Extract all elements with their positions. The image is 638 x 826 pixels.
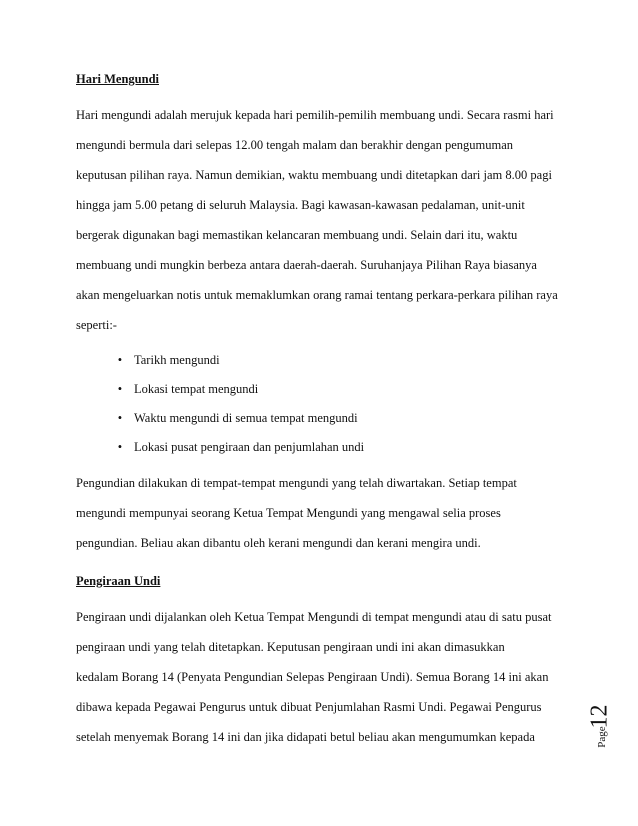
paragraph-line: membuang undi mungkin berbeza antara daerah-daerah. Suruhanjaya Pilihan Raya biasanya xyxy=(76,258,537,272)
paragraph-line: mengundi bermula dari selepas 12.00 tengah malam dan berakhir dengan pengumuman xyxy=(76,138,514,152)
bullet-icon: • xyxy=(117,353,123,367)
paragraph-line: hingga jam 5.00 petang di seluruh Malaysia. Bagi kawasan-kawasan pedalaman, unit-unit xyxy=(76,198,525,212)
paragraph-line: seperti:- xyxy=(76,318,117,332)
list-item xyxy=(76,433,576,462)
paragraph-line: mengundi mempunyai seorang Ketua Tempat Mengundi yang mengawal selia proses xyxy=(76,506,501,520)
paragraph-line: pengiraan undi yang telah ditetapkan. Keputusan pengiraan undi ini akan dimasukkan xyxy=(76,640,505,654)
list-item-text: Tarikh mengundi xyxy=(134,353,220,367)
paragraph-line: setelah menyemak Borang 14 ini dan jika didapati betul beliau akan mengumumkan kepada xyxy=(76,730,535,744)
paragraph-line: Hari mengundi adalah merujuk kepada hari pemilih-pemilih membuang undi. Secara rasmi hari xyxy=(76,108,554,122)
section-heading-hari-mengundi: Hari Mengundi xyxy=(76,72,159,86)
paragraph-pengundian xyxy=(76,468,576,558)
list-item-text: Waktu mengundi di semua tempat mengundi xyxy=(134,411,358,425)
section-heading-pengiraan-undi: Pengiraan Undi xyxy=(76,574,161,588)
page-label: Page xyxy=(596,726,608,748)
paragraph-hari-mengundi xyxy=(76,100,576,340)
list-item xyxy=(76,346,576,375)
list-item xyxy=(76,375,576,404)
paragraph-line: dibawa kepada Pegawai Pengurus untuk dibuat Penjumlahan Rasmi Undi. Pegawai Pengurus xyxy=(76,700,542,714)
notice-bullet-list xyxy=(76,346,576,462)
bullet-icon: • xyxy=(117,440,123,454)
bullet-icon: • xyxy=(117,411,123,425)
list-item-text: Lokasi pusat pengiraan dan penjumlahan undi xyxy=(134,440,365,454)
paragraph-line: pengundian. Beliau akan dibantu oleh kerani mengundi dan kerani mengira undi. xyxy=(76,536,481,550)
page-number: 12 xyxy=(586,704,613,729)
paragraph-line: Pengiraan undi dijalankan oleh Ketua Tempat Mengundi di tempat mengundi atau di satu pusat xyxy=(76,610,552,624)
paragraph-pengiraan-undi xyxy=(76,602,576,752)
page-number-footer xyxy=(584,693,614,755)
paragraph-line: akan mengeluarkan notis untuk memaklumkan orang ramai tentang perkara-perkara pilihan raya xyxy=(76,288,558,302)
document-body xyxy=(76,64,576,752)
paragraph-line: kedalam Borang 14 (Penyata Pengundian Selepas Pengiraan Undi). Semua Borang 14 ini akan xyxy=(76,670,549,684)
paragraph-line: Pengundian dilakukan di tempat-tempat mengundi yang telah diwartakan. Setiap tempat xyxy=(76,476,517,490)
list-item xyxy=(76,404,576,433)
list-item-text: Lokasi tempat mengundi xyxy=(134,382,259,396)
bullet-icon: • xyxy=(117,382,123,396)
paragraph-line: bergerak digunakan bagi memastikan kelancaran membuang undi. Selain dari itu, waktu xyxy=(76,228,518,242)
paragraph-line: keputusan pilihan raya. Namun demikian, waktu membuang undi ditetapkan dari jam 8.00 pagi xyxy=(76,168,552,182)
